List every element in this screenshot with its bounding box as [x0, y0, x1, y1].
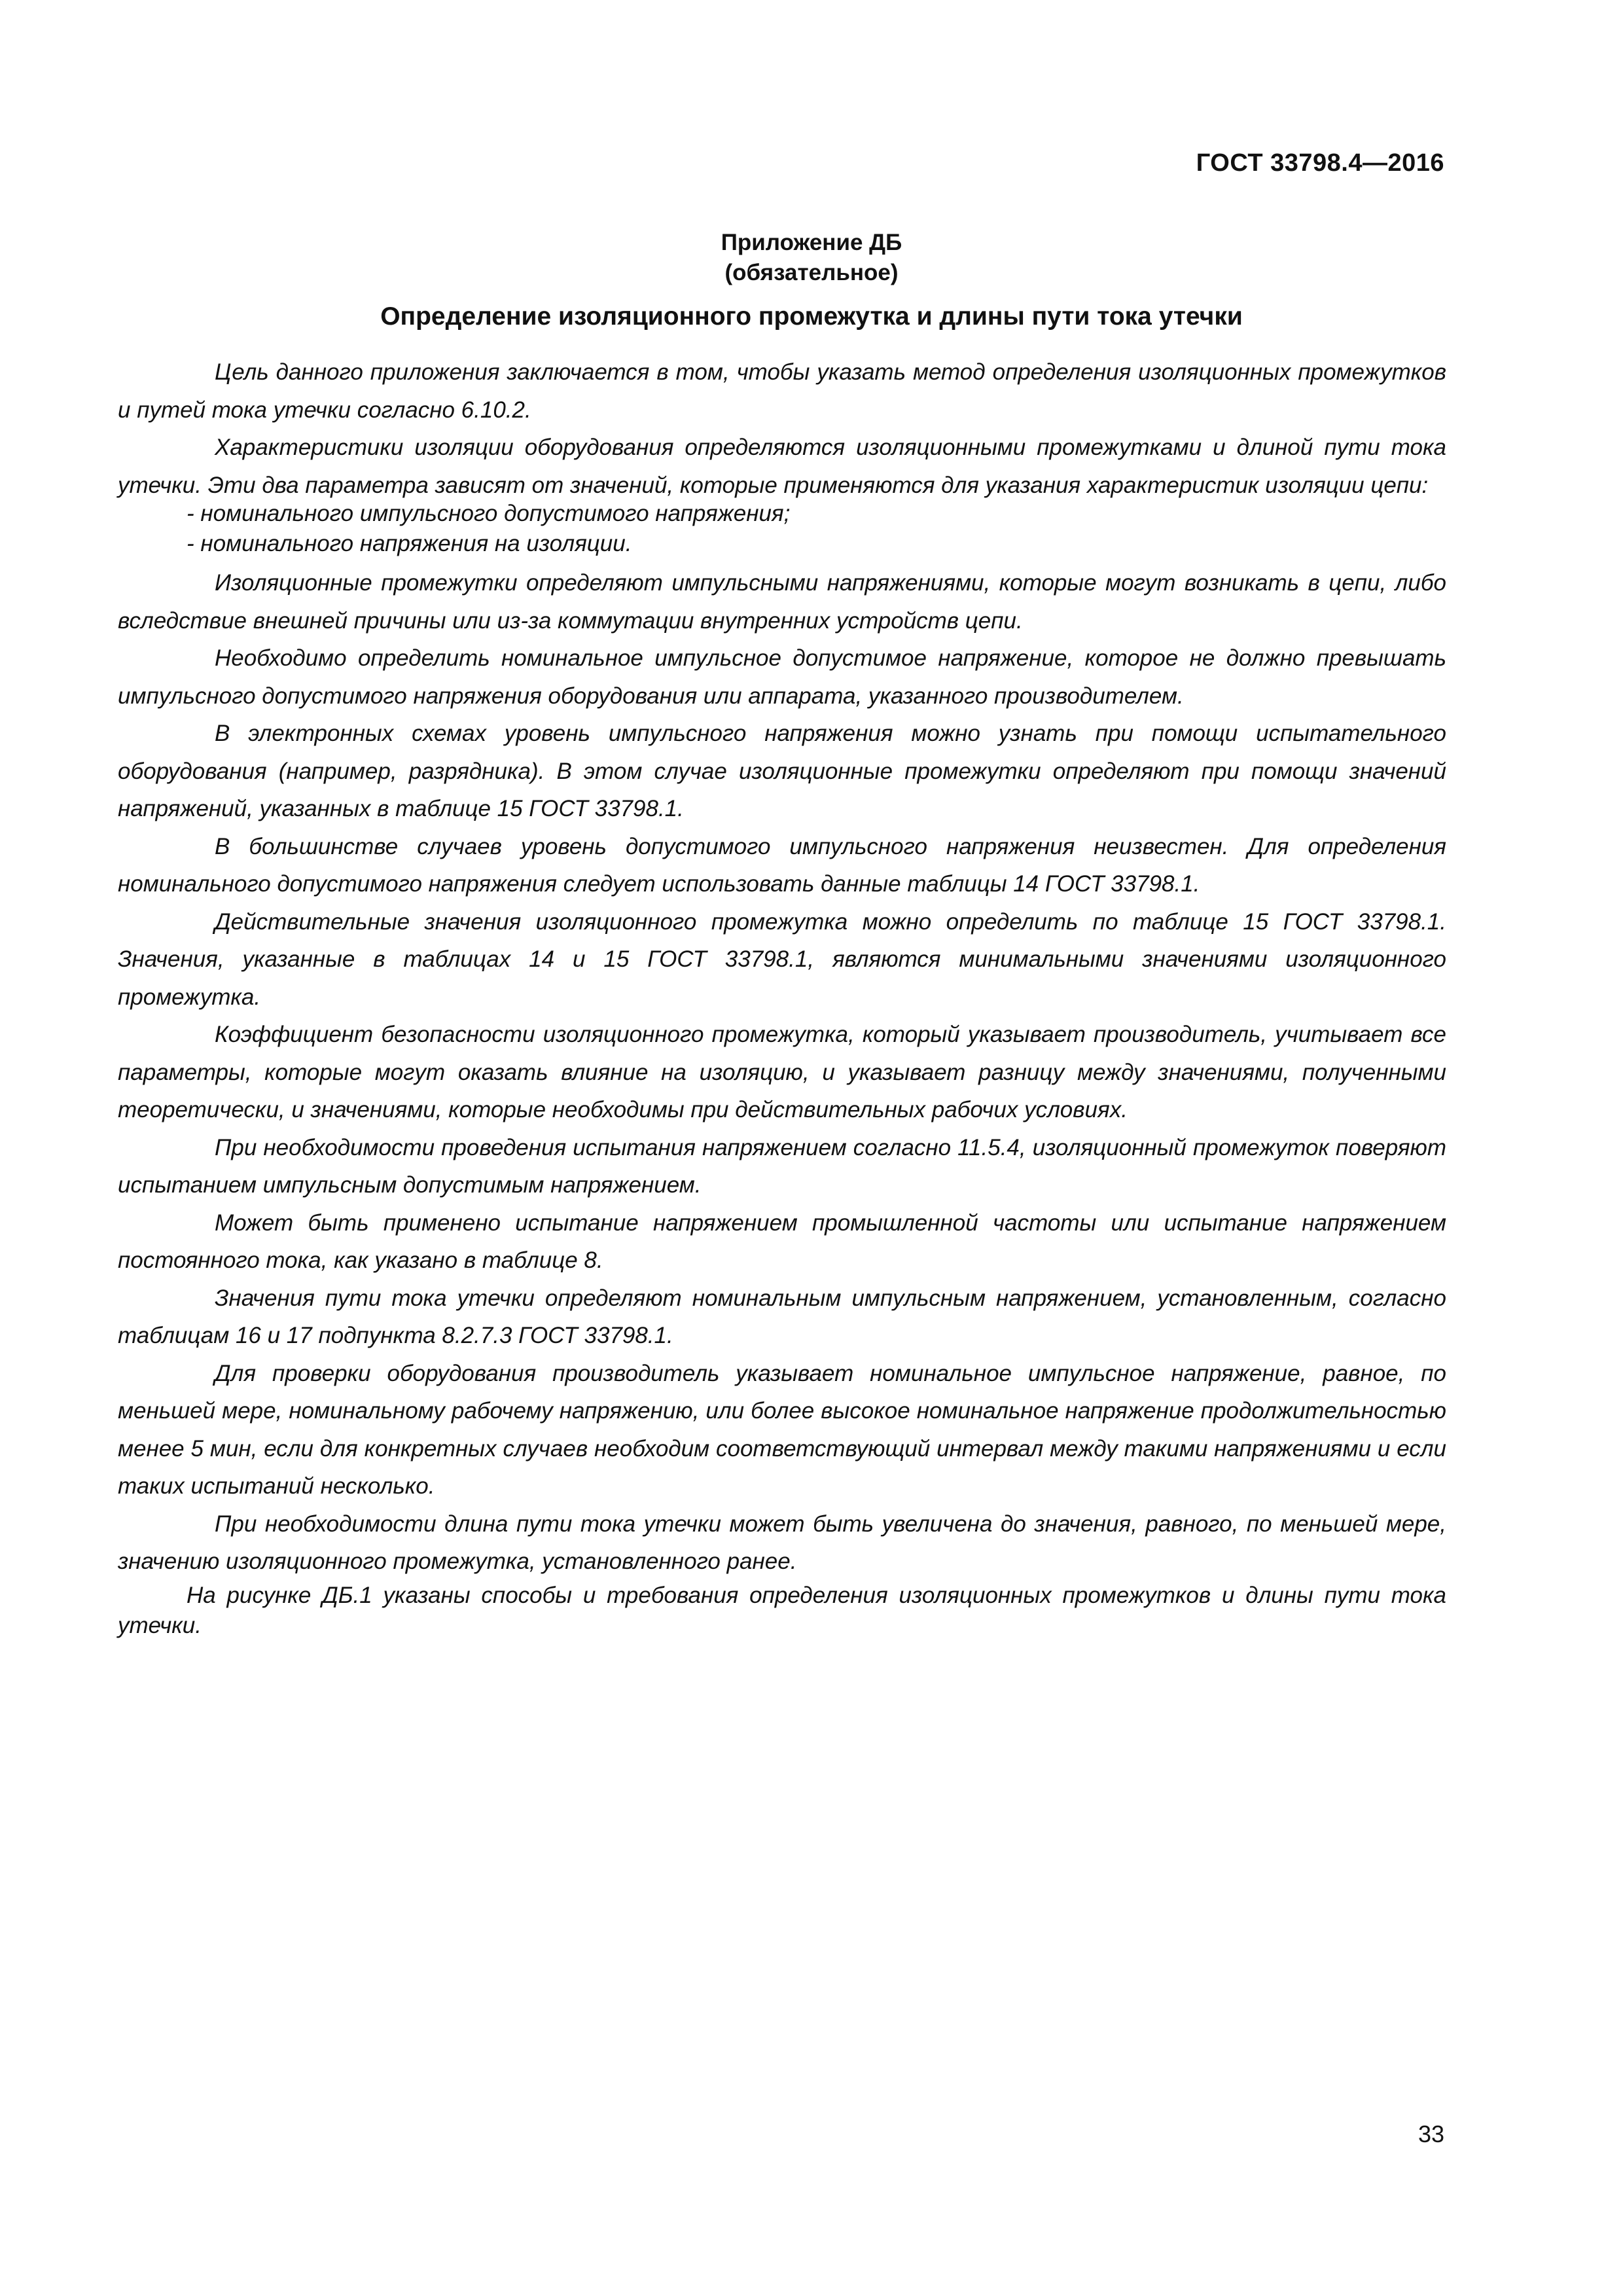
annex-label: Приложение ДБ [721, 230, 902, 255]
annex-body [118, 353, 1446, 1641]
list-item: - номинального напряжения на изоляции. [187, 531, 632, 556]
paragraph: Значения пути тока утечки определяют номинальным импульсным напряжением, установленным, согласно таблицам 16 и 17 подпункта 8.2.7.3 ГОСТ 33798.1. [118, 1285, 1446, 1348]
annex-status: (обязательное) [724, 260, 899, 285]
annex-heading [0, 228, 1623, 288]
paragraph: Действительные значения изоляционного промежутка можно определить по таблице 15 ГОСТ 33798.1. Значения, указанные в таблицах 14 и 15 ГОСТ 33798.1, являются минимальными значениями изоляционного промежутка. [118, 908, 1446, 1010]
paragraph: Цель данного приложения заключается в том, чтобы указать метод определения изоляционных промежутков и путей тока утечки согласно 6.10.2. [118, 359, 1446, 423]
paragraph: В электронных схемах уровень импульсного напряжения можно узнать при помощи испытательного оборудования (например, разрядника). В этом случае изоляционные промежутки определяют при помощи значений напряжений, указанных в таблице 15 ГОСТ 33798.1. [118, 721, 1446, 821]
list-item: - номинального импульсного допустимого напряжения; [187, 501, 791, 526]
paragraph: В большинстве случаев уровень допустимого импульсного напряжения неизвестен. Для определения номинального допустимого напряжения следует использовать данные таблицы 14 ГОСТ 33798.1. [118, 833, 1446, 897]
page-number: 33 [1418, 2121, 1444, 2147]
paragraph: Коэффициент безопасности изоляционного промежутка, который указывает производитель, учитывает все параметры, которые могут оказать влияние на изоляцию, и указывает разницу между значениями, полученными теоретически, и значениями, которые необходимы при действительных рабочих условиях. [118, 1022, 1446, 1122]
paragraph: Может быть применено испытание напряжением промышленной частоты или испытание напряжением постоянного тока, как указано в таблице 8. [118, 1210, 1446, 1273]
paragraph: На рисунке ДБ.1 указаны способы и требования определения изоляционных промежутков и длины пути тока утечки. [118, 1582, 1446, 1638]
paragraph: Изоляционные промежутки определяют импульсными напряжениями, которые могут возникать в цепи, либо вследствие внешней причины или из-за коммутации внутренних устройств цепи. [118, 570, 1446, 634]
annex-title: Определение изоляционного промежутка и длины пути тока утечки [380, 302, 1243, 331]
standard-code: ГОСТ 33798.4—2016 [1196, 149, 1444, 177]
paragraph: Для проверки оборудования производитель указывает номинальное импульсное напряжение, равное, по меньшей мере, номинальному рабочему напряжению, или более высокое номинальное напряжение продолжительностью менее 5 мин, если для конкретных случаев необходим соответствующий интервал между такими напряжениями и если таких испытаний несколько. [118, 1360, 1446, 1499]
paragraph: При необходимости проведения испытания напряжением согласно 11.5.4, изоляционный промежуток поверяют испытанием импульсным допустимым напряжением. [118, 1134, 1446, 1198]
paragraph: Характеристики изоляции оборудования определяются изоляционными промежутками и длиной пути тока утечки. Эти два параметра зависят от значений, которые применяются для указания характеристик изоляции цепи: [118, 435, 1446, 498]
paragraph: Необходимо определить номинальное импульсное допустимое напряжение, которое не должно превышать импульсного допустимого напряжения оборудования или аппарата, указанного производителем. [118, 645, 1446, 709]
paragraph: При необходимости длина пути тока утечки может быть увеличена до значения, равного, по меньшей мере, значению изоляционного промежутка, установленного ранее. [118, 1511, 1446, 1574]
